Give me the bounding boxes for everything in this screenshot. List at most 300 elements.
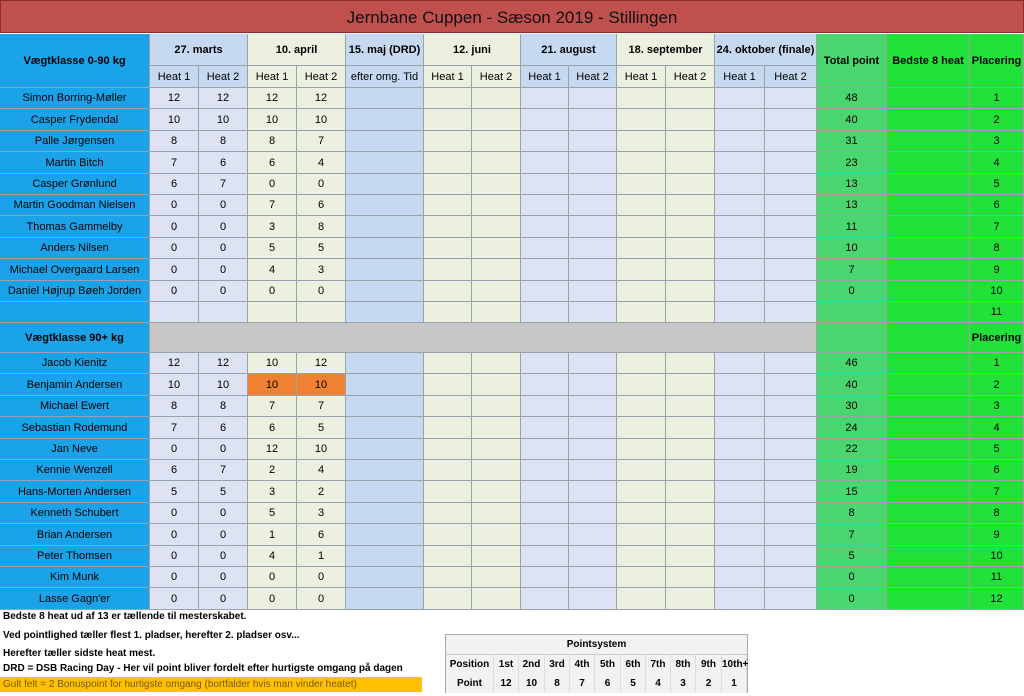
placing-header: Placering bbox=[970, 34, 1024, 88]
empty-score-cell bbox=[346, 281, 424, 302]
empty-score-cell bbox=[346, 460, 424, 481]
total-points: 10 bbox=[817, 238, 887, 259]
empty-score-cell bbox=[424, 216, 472, 238]
point-cell: 1 bbox=[722, 674, 747, 693]
empty-score-cell bbox=[617, 417, 666, 439]
event-header: 10. april bbox=[248, 34, 346, 66]
heat-subheader: Heat 2 bbox=[569, 66, 617, 88]
empty-score-cell bbox=[521, 302, 569, 323]
score-cell: 0 bbox=[248, 174, 297, 195]
empty-score-cell bbox=[521, 88, 569, 109]
score-cell: 10 bbox=[199, 374, 248, 396]
score-cell: 10 bbox=[248, 374, 297, 396]
empty-score-cell bbox=[765, 396, 817, 417]
pointsystem-row-label: Position bbox=[446, 655, 494, 674]
participant-name: Benjamin Andersen bbox=[0, 374, 150, 396]
placing-cell: 2 bbox=[970, 109, 1024, 131]
score-cell: 0 bbox=[150, 216, 199, 238]
score-cell: 4 bbox=[297, 152, 346, 174]
empty-score-cell bbox=[765, 152, 817, 174]
empty-score-cell bbox=[715, 131, 765, 152]
score-cell: 7 bbox=[150, 152, 199, 174]
empty-score-cell bbox=[472, 567, 521, 588]
best8-header: Bedste 8 heat bbox=[887, 34, 970, 88]
best8-cell bbox=[887, 302, 970, 323]
empty-score-cell bbox=[521, 417, 569, 439]
empty-score-cell bbox=[472, 481, 521, 503]
heat-subheader: Heat 2 bbox=[472, 66, 521, 88]
score-cell: 6 bbox=[248, 152, 297, 174]
position-cell: 9th bbox=[696, 655, 722, 674]
score-cell: 0 bbox=[150, 439, 199, 460]
score-cell: 5 bbox=[297, 238, 346, 259]
event-header: 18. september bbox=[617, 34, 715, 66]
score-cell: 0 bbox=[150, 524, 199, 546]
empty-score-cell bbox=[569, 195, 617, 216]
placing-cell: 1 bbox=[970, 88, 1024, 109]
empty-score-cell bbox=[715, 460, 765, 481]
empty-score-cell bbox=[715, 238, 765, 259]
score-cell: 8 bbox=[150, 396, 199, 417]
empty-score-cell bbox=[617, 374, 666, 396]
total-points: 7 bbox=[817, 524, 887, 546]
score-cell: 0 bbox=[199, 195, 248, 216]
empty-score-cell bbox=[521, 131, 569, 152]
participant-name: Anders Nilsen bbox=[0, 238, 150, 259]
empty-score-cell bbox=[666, 238, 715, 259]
empty-score-cell bbox=[472, 439, 521, 460]
placing-cell: 2 bbox=[970, 374, 1024, 396]
participant-name: Michael Ewert bbox=[0, 396, 150, 417]
empty-score-cell bbox=[346, 353, 424, 374]
position-cell: 2nd bbox=[519, 655, 545, 674]
empty-score-cell bbox=[472, 417, 521, 439]
empty-score-cell bbox=[617, 216, 666, 238]
empty-score-cell bbox=[666, 417, 715, 439]
empty-score-cell bbox=[617, 281, 666, 302]
total-points: 15 bbox=[817, 481, 887, 503]
empty-score-cell bbox=[569, 417, 617, 439]
placing-cell: 6 bbox=[970, 460, 1024, 481]
point-cell: 12 bbox=[494, 674, 519, 693]
empty-score-cell bbox=[472, 195, 521, 216]
best8-cell bbox=[887, 439, 970, 460]
participant-name bbox=[0, 302, 150, 323]
total-points: 7 bbox=[817, 259, 887, 281]
score-cell: 10 bbox=[248, 353, 297, 374]
position-cell: 3rd bbox=[545, 655, 570, 674]
score-cell: 5 bbox=[297, 417, 346, 439]
empty-score-cell bbox=[521, 546, 569, 567]
score-cell: 2 bbox=[248, 460, 297, 481]
empty-score-cell bbox=[346, 524, 424, 546]
note-best8: Bedste 8 heat ud af 13 er tællende til mesterskabet. bbox=[3, 611, 247, 622]
score-cell: 0 bbox=[199, 216, 248, 238]
empty-score-cell bbox=[666, 195, 715, 216]
score-cell: 12 bbox=[248, 439, 297, 460]
empty-score-cell bbox=[765, 281, 817, 302]
empty-score-cell bbox=[346, 374, 424, 396]
empty-score-cell bbox=[715, 439, 765, 460]
heat-subheader: Heat 1 bbox=[617, 66, 666, 88]
position-cell: 1st bbox=[494, 655, 519, 674]
empty-score-cell bbox=[424, 152, 472, 174]
participant-name: Daniel Højrup Bøeh Jorden bbox=[0, 281, 150, 302]
empty-score-cell bbox=[569, 216, 617, 238]
empty-score-cell bbox=[715, 374, 765, 396]
placing-cell: 11 bbox=[970, 302, 1024, 323]
best8-cell bbox=[887, 588, 970, 610]
score-cell: 0 bbox=[150, 259, 199, 281]
total-points: 5 bbox=[817, 546, 887, 567]
participant-name: Kennie Wenzell bbox=[0, 460, 150, 481]
heat-subheader: efter omg. Tid bbox=[346, 66, 424, 88]
score-cell: 0 bbox=[150, 567, 199, 588]
score-cell: 12 bbox=[248, 88, 297, 109]
score-cell: 0 bbox=[199, 567, 248, 588]
empty-score-cell bbox=[472, 353, 521, 374]
empty-score-cell bbox=[521, 281, 569, 302]
score-cell: 7 bbox=[297, 131, 346, 152]
empty-score-cell bbox=[424, 281, 472, 302]
empty-score-cell bbox=[666, 546, 715, 567]
score-cell: 8 bbox=[199, 131, 248, 152]
point-cell: 4 bbox=[646, 674, 671, 693]
best8-cell bbox=[887, 353, 970, 374]
empty-score-cell bbox=[521, 259, 569, 281]
empty-score-cell bbox=[346, 131, 424, 152]
score-cell bbox=[297, 302, 346, 323]
participant-name: Jacob Kienitz bbox=[0, 353, 150, 374]
score-cell: 10 bbox=[297, 374, 346, 396]
heat-subheader: Heat 2 bbox=[297, 66, 346, 88]
empty-score-cell bbox=[666, 302, 715, 323]
best8-cell bbox=[887, 546, 970, 567]
score-cell: 0 bbox=[297, 567, 346, 588]
empty-score-cell bbox=[521, 567, 569, 588]
empty-score-cell bbox=[346, 546, 424, 567]
total-header: Total point bbox=[817, 34, 887, 88]
placing-cell: 10 bbox=[970, 546, 1024, 567]
empty-score-cell bbox=[346, 439, 424, 460]
score-cell: 4 bbox=[248, 546, 297, 567]
empty-score-cell bbox=[617, 588, 666, 610]
empty-score-cell bbox=[472, 109, 521, 131]
heat-subheader: Heat 1 bbox=[424, 66, 472, 88]
placing-cell: 7 bbox=[970, 216, 1024, 238]
class2-placing-header: Placering bbox=[970, 323, 1024, 353]
empty-score-cell bbox=[715, 195, 765, 216]
heat-subheader: Heat 1 bbox=[715, 66, 765, 88]
empty-score-cell bbox=[424, 174, 472, 195]
empty-score-cell bbox=[666, 131, 715, 152]
empty-score-cell bbox=[666, 374, 715, 396]
class2-total-header bbox=[817, 323, 887, 353]
score-cell: 7 bbox=[150, 417, 199, 439]
best8-cell bbox=[887, 131, 970, 152]
score-cell: 2 bbox=[297, 481, 346, 503]
empty-score-cell bbox=[715, 88, 765, 109]
point-cell: 7 bbox=[570, 674, 595, 693]
best8-cell bbox=[887, 259, 970, 281]
empty-score-cell bbox=[569, 302, 617, 323]
empty-score-cell bbox=[617, 439, 666, 460]
position-cell: 8th bbox=[671, 655, 696, 674]
empty-score-cell bbox=[715, 481, 765, 503]
total-points bbox=[817, 302, 887, 323]
empty-score-cell bbox=[765, 109, 817, 131]
empty-score-cell bbox=[472, 524, 521, 546]
score-cell: 0 bbox=[199, 281, 248, 302]
score-cell: 0 bbox=[199, 439, 248, 460]
empty-score-cell bbox=[666, 152, 715, 174]
score-cell: 4 bbox=[248, 259, 297, 281]
empty-score-cell bbox=[617, 88, 666, 109]
participant-name: Brian Andersen bbox=[0, 524, 150, 546]
empty-score-cell bbox=[666, 481, 715, 503]
score-cell: 12 bbox=[297, 353, 346, 374]
empty-score-cell bbox=[521, 481, 569, 503]
best8-cell bbox=[887, 109, 970, 131]
empty-score-cell bbox=[666, 88, 715, 109]
score-cell: 1 bbox=[248, 524, 297, 546]
heat-subheader: Heat 1 bbox=[521, 66, 569, 88]
score-cell: 0 bbox=[150, 238, 199, 259]
score-cell: 0 bbox=[199, 259, 248, 281]
best8-cell bbox=[887, 152, 970, 174]
participant-name: Martin Goodman Nielsen bbox=[0, 195, 150, 216]
best8-cell bbox=[887, 460, 970, 481]
score-cell: 0 bbox=[199, 524, 248, 546]
empty-score-cell bbox=[472, 503, 521, 524]
placing-cell: 8 bbox=[970, 238, 1024, 259]
empty-score-cell bbox=[617, 302, 666, 323]
empty-score-cell bbox=[666, 567, 715, 588]
empty-score-cell bbox=[765, 481, 817, 503]
score-cell: 0 bbox=[150, 281, 199, 302]
placing-cell: 4 bbox=[970, 417, 1024, 439]
empty-score-cell bbox=[569, 353, 617, 374]
empty-score-cell bbox=[346, 302, 424, 323]
score-cell: 5 bbox=[248, 503, 297, 524]
participant-name: Kim Munk bbox=[0, 567, 150, 588]
empty-score-cell bbox=[666, 281, 715, 302]
empty-score-cell bbox=[472, 588, 521, 610]
participant-name: Thomas Gammelby bbox=[0, 216, 150, 238]
empty-score-cell bbox=[569, 588, 617, 610]
empty-score-cell bbox=[346, 503, 424, 524]
empty-score-cell bbox=[569, 503, 617, 524]
score-cell: 0 bbox=[150, 195, 199, 216]
empty-score-cell bbox=[346, 396, 424, 417]
placing-cell: 12 bbox=[970, 588, 1024, 610]
empty-score-cell bbox=[617, 546, 666, 567]
empty-score-cell bbox=[715, 152, 765, 174]
empty-score-cell bbox=[569, 481, 617, 503]
score-cell: 6 bbox=[199, 152, 248, 174]
empty-score-cell bbox=[472, 152, 521, 174]
empty-score-cell bbox=[472, 374, 521, 396]
empty-score-cell bbox=[346, 195, 424, 216]
empty-score-cell bbox=[424, 503, 472, 524]
score-cell bbox=[199, 302, 248, 323]
empty-score-cell bbox=[424, 195, 472, 216]
placing-cell: 4 bbox=[970, 152, 1024, 174]
score-cell: 0 bbox=[199, 546, 248, 567]
empty-score-cell bbox=[715, 259, 765, 281]
empty-score-cell bbox=[715, 109, 765, 131]
empty-score-cell bbox=[715, 567, 765, 588]
score-cell: 7 bbox=[248, 396, 297, 417]
heat-subheader: Heat 2 bbox=[666, 66, 715, 88]
best8-cell bbox=[887, 88, 970, 109]
score-cell bbox=[150, 302, 199, 323]
empty-score-cell bbox=[617, 238, 666, 259]
empty-score-cell bbox=[521, 152, 569, 174]
empty-score-cell bbox=[617, 109, 666, 131]
empty-score-cell bbox=[715, 353, 765, 374]
score-cell: 7 bbox=[297, 396, 346, 417]
empty-score-cell bbox=[424, 546, 472, 567]
placing-cell: 7 bbox=[970, 481, 1024, 503]
score-cell: 3 bbox=[248, 481, 297, 503]
note-bonus: Gult felt = 2 Bonuspoint for hurtigste omgang (bortfalder hvis man vinder heatet) bbox=[0, 677, 422, 692]
empty-score-cell bbox=[424, 259, 472, 281]
empty-score-cell bbox=[346, 238, 424, 259]
score-cell: 8 bbox=[150, 131, 199, 152]
empty-score-cell bbox=[765, 302, 817, 323]
empty-score-cell bbox=[569, 109, 617, 131]
empty-score-cell bbox=[521, 174, 569, 195]
empty-score-cell bbox=[424, 524, 472, 546]
best8-cell bbox=[887, 396, 970, 417]
score-cell: 12 bbox=[297, 88, 346, 109]
page-title: Jernbane Cuppen - Sæson 2019 - Stillingen bbox=[0, 0, 1024, 33]
score-cell: 0 bbox=[150, 546, 199, 567]
empty-score-cell bbox=[765, 524, 817, 546]
empty-score-cell bbox=[424, 109, 472, 131]
placing-cell: 9 bbox=[970, 524, 1024, 546]
empty-score-cell bbox=[765, 353, 817, 374]
participant-name: Martin Bitch bbox=[0, 152, 150, 174]
empty-score-cell bbox=[617, 259, 666, 281]
best8-cell bbox=[887, 481, 970, 503]
empty-score-cell bbox=[472, 460, 521, 481]
class1-header: Vægtklasse 0-90 kg bbox=[0, 34, 150, 88]
empty-score-cell bbox=[666, 259, 715, 281]
empty-score-cell bbox=[715, 396, 765, 417]
participant-name: Lasse Gagn'er bbox=[0, 588, 150, 610]
participant-name: Simon Borring-Møller bbox=[0, 88, 150, 109]
score-cell: 3 bbox=[297, 503, 346, 524]
placing-cell: 5 bbox=[970, 439, 1024, 460]
score-cell: 6 bbox=[297, 195, 346, 216]
participant-name: Jan Neve bbox=[0, 439, 150, 460]
empty-score-cell bbox=[346, 88, 424, 109]
empty-score-cell bbox=[617, 567, 666, 588]
empty-score-cell bbox=[715, 546, 765, 567]
empty-score-cell bbox=[521, 588, 569, 610]
score-cell: 10 bbox=[150, 109, 199, 131]
empty-score-cell bbox=[715, 281, 765, 302]
point-cell: 6 bbox=[595, 674, 621, 693]
empty-score-cell bbox=[472, 302, 521, 323]
total-points: 22 bbox=[817, 439, 887, 460]
position-cell: 7th bbox=[646, 655, 671, 674]
empty-score-cell bbox=[569, 374, 617, 396]
empty-score-cell bbox=[521, 109, 569, 131]
empty-score-cell bbox=[715, 524, 765, 546]
empty-score-cell bbox=[346, 216, 424, 238]
empty-score-cell bbox=[569, 567, 617, 588]
score-cell: 7 bbox=[248, 195, 297, 216]
score-cell: 8 bbox=[297, 216, 346, 238]
empty-score-cell bbox=[569, 152, 617, 174]
note-tiebreak: Ved pointlighed tæller flest 1. pladser, herefter 2. pladser osv... bbox=[3, 630, 300, 641]
empty-score-cell bbox=[472, 238, 521, 259]
score-cell: 0 bbox=[248, 588, 297, 610]
score-cell: 10 bbox=[248, 109, 297, 131]
empty-score-cell bbox=[521, 195, 569, 216]
empty-score-cell bbox=[424, 460, 472, 481]
score-cell: 4 bbox=[297, 460, 346, 481]
total-points: 40 bbox=[817, 374, 887, 396]
total-points: 0 bbox=[817, 588, 887, 610]
placing-cell: 9 bbox=[970, 259, 1024, 281]
heat-subheader: Heat 1 bbox=[150, 66, 199, 88]
score-cell: 12 bbox=[150, 353, 199, 374]
note-lastheat: Herefter tæller sidste heat mest. bbox=[3, 648, 156, 659]
participant-name: Peter Thomsen bbox=[0, 546, 150, 567]
empty-score-cell bbox=[424, 131, 472, 152]
point-cell: 8 bbox=[545, 674, 570, 693]
score-cell: 10 bbox=[150, 374, 199, 396]
best8-cell bbox=[887, 524, 970, 546]
score-cell: 5 bbox=[150, 481, 199, 503]
pointsystem-row-label: Point bbox=[446, 674, 494, 693]
participant-name: Hans-Morten Andersen bbox=[0, 481, 150, 503]
empty-score-cell bbox=[472, 88, 521, 109]
participant-name: Sebastian Rodemund bbox=[0, 417, 150, 439]
participant-name: Casper Frydendal bbox=[0, 109, 150, 131]
total-points: 48 bbox=[817, 88, 887, 109]
total-points: 13 bbox=[817, 174, 887, 195]
best8-cell bbox=[887, 238, 970, 259]
empty-score-cell bbox=[666, 524, 715, 546]
placing-cell: 3 bbox=[970, 396, 1024, 417]
total-points: 46 bbox=[817, 353, 887, 374]
participant-name: Kenneth Schubert bbox=[0, 503, 150, 524]
empty-score-cell bbox=[346, 109, 424, 131]
empty-score-cell bbox=[424, 238, 472, 259]
empty-score-cell bbox=[765, 374, 817, 396]
empty-score-cell bbox=[569, 460, 617, 481]
empty-score-cell bbox=[424, 353, 472, 374]
position-cell: 10th+ bbox=[722, 655, 747, 674]
empty-score-cell bbox=[666, 503, 715, 524]
participant-name: Palle Jørgensen bbox=[0, 131, 150, 152]
empty-score-cell bbox=[765, 216, 817, 238]
empty-score-cell bbox=[617, 195, 666, 216]
empty-score-cell bbox=[346, 588, 424, 610]
empty-score-cell bbox=[472, 216, 521, 238]
score-cell: 6 bbox=[297, 524, 346, 546]
empty-score-cell bbox=[569, 546, 617, 567]
point-cell: 10 bbox=[519, 674, 545, 693]
empty-score-cell bbox=[569, 439, 617, 460]
class2-best8-header bbox=[887, 323, 970, 353]
empty-score-cell bbox=[424, 302, 472, 323]
